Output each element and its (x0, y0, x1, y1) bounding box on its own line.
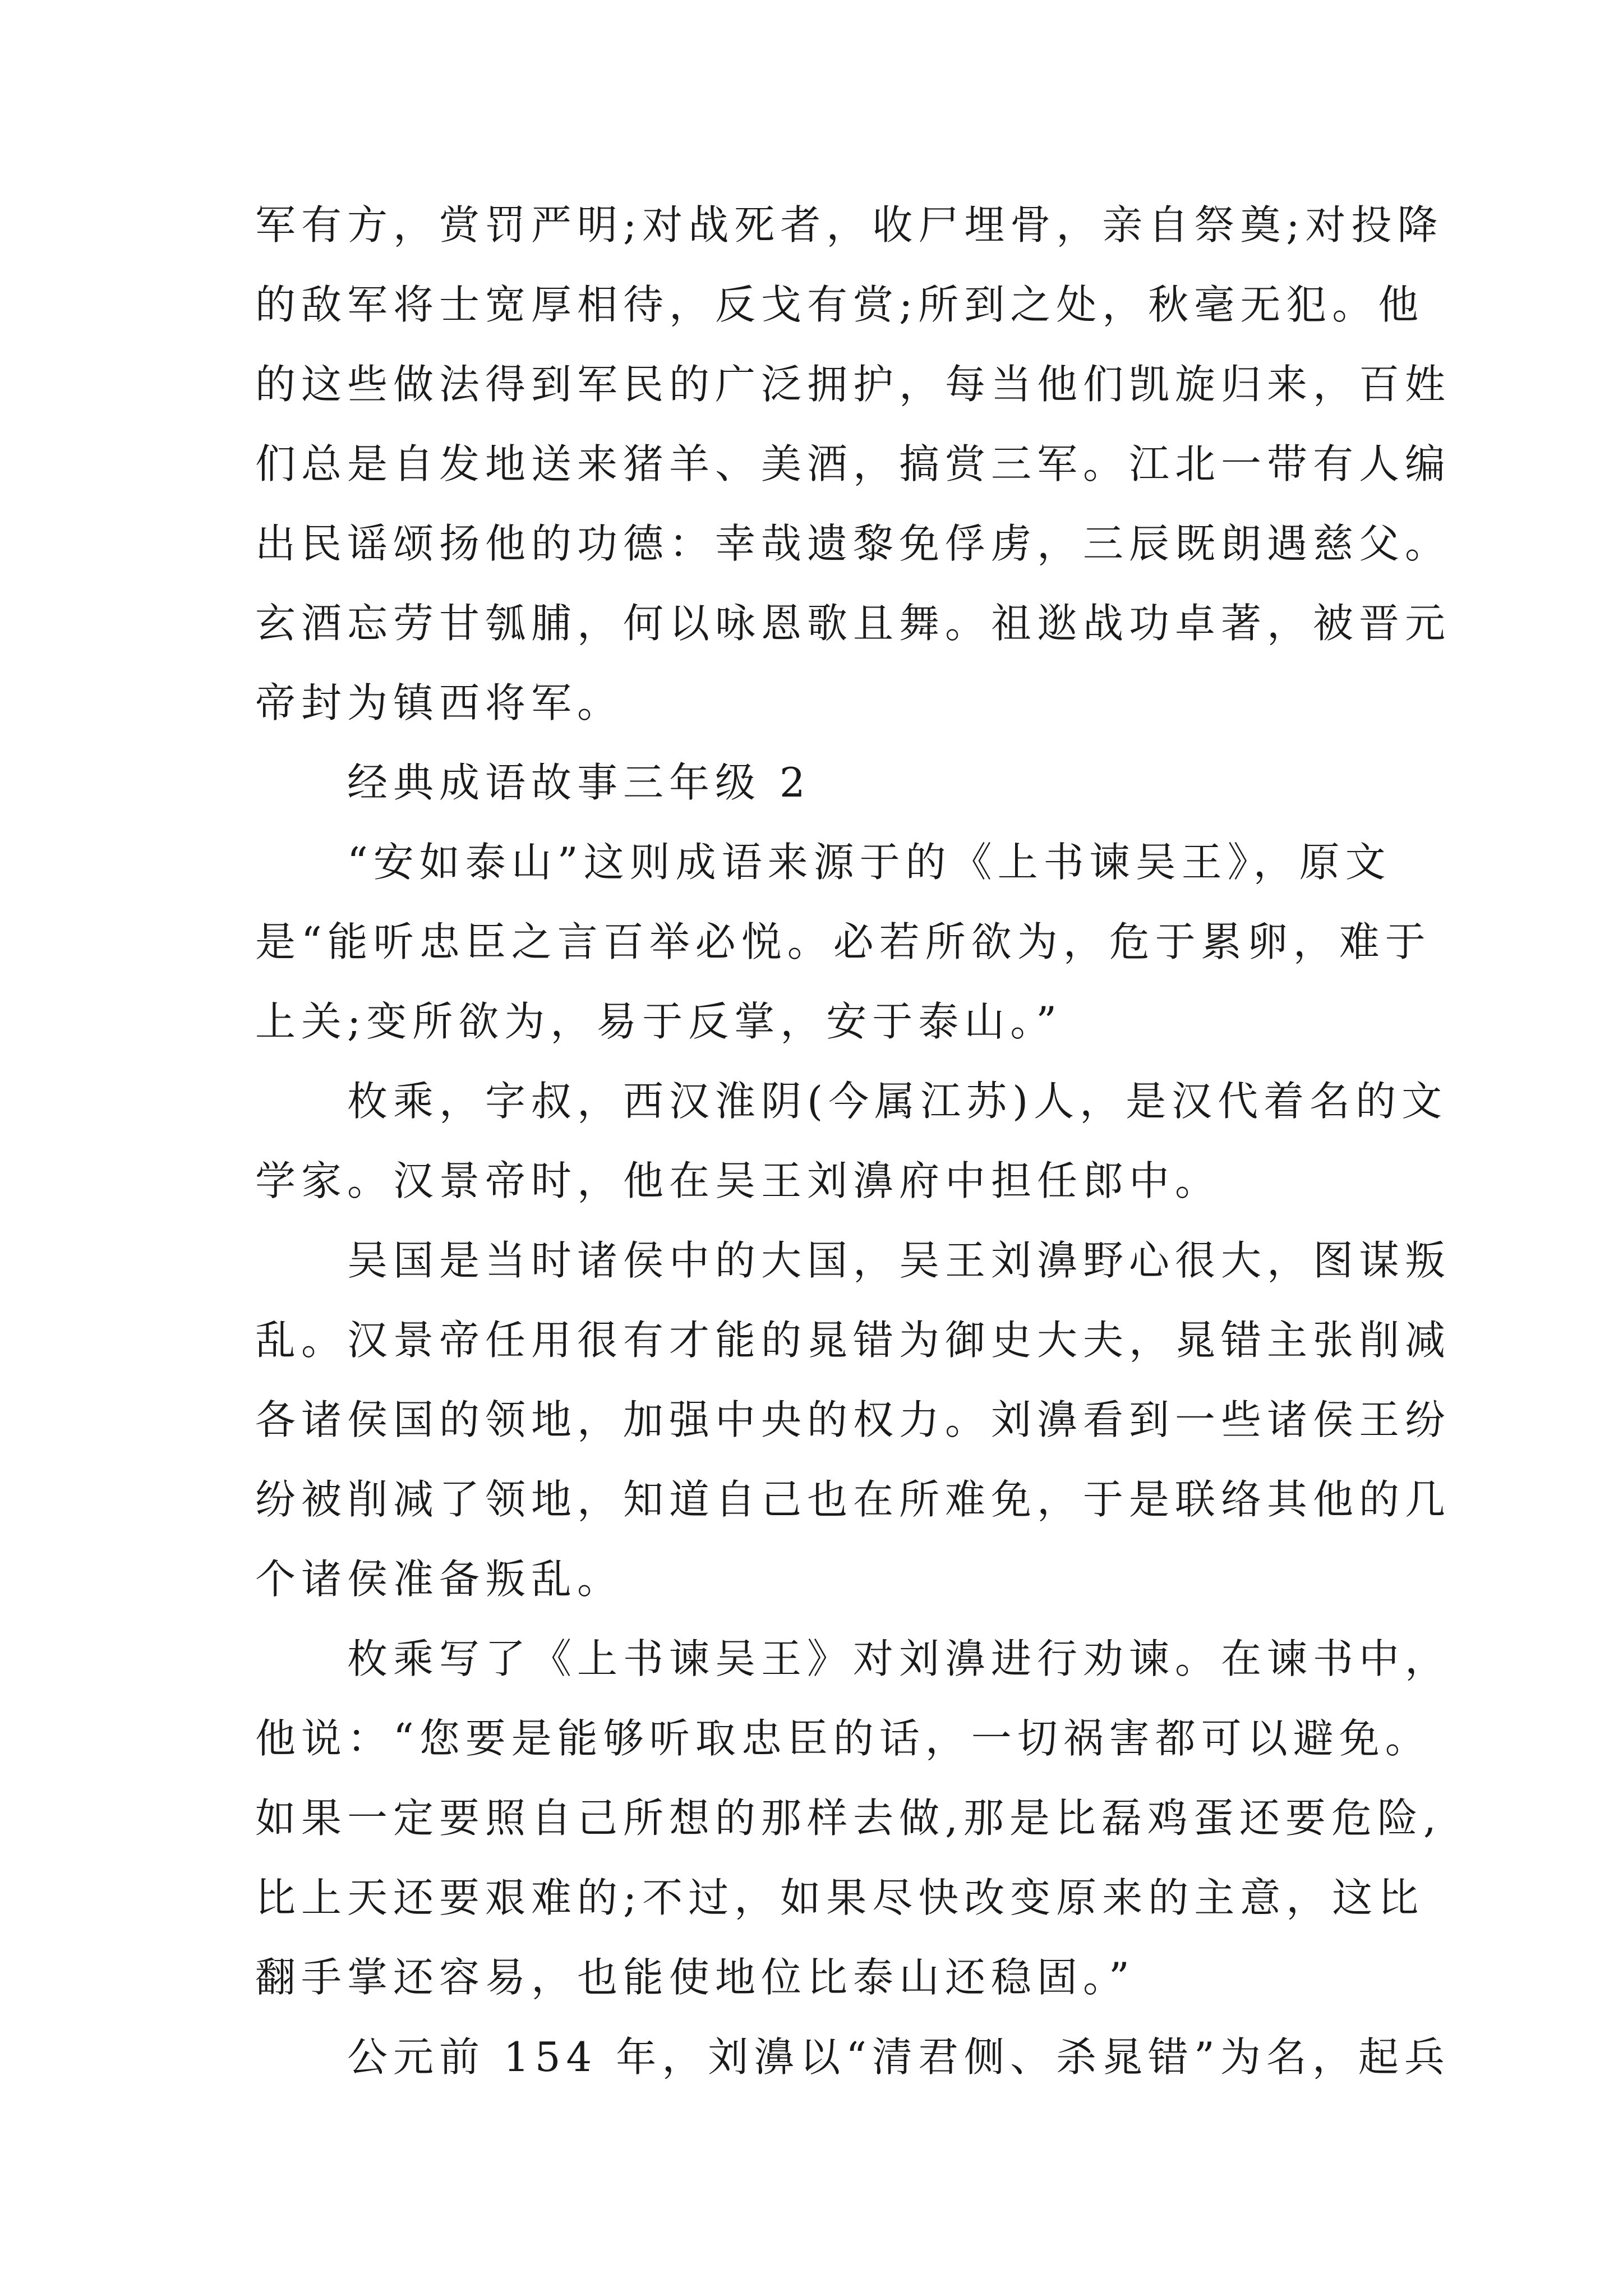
text-line: 吴国是当时诸侯中的大国，吴王刘濞野心很大，图谋叛 (255, 1237, 1451, 1284)
text-line: 的这些做法得到军民的广泛拥护，每当他们凯旋归来，百姓 (255, 361, 1451, 408)
text-line: 如果一定要照自己所想的那样去做,那是比磊鸡蛋还要危险, (255, 1795, 1442, 1842)
text-line: 是“能听忠臣之言百举必悦。必若所欲为，危于累卵，难于 (255, 918, 1431, 965)
text-line: 帝封为镇西将军。 (255, 679, 624, 726)
text-line: 他说：“您要是能够听取忠臣的话，一切祸害都可以避免。 (255, 1715, 1431, 1762)
text-line: 纷被削减了领地，知道自己也在所难免，于是联络其他的几 (255, 1476, 1451, 1523)
text-line: 玄酒忘劳甘瓠脯，何以咏恩歌且舞。祖逖战功卓著，被晋元 (255, 600, 1451, 647)
text-line: 乱。汉景帝任用很有才能的晁错为御史大夫，晁错主张削减 (255, 1317, 1451, 1364)
section-heading: 经典成语故事三年级 2 (255, 759, 811, 806)
text-line: 枚乘，字叔，西汉淮阴(今属江苏)人，是汉代着名的文 (255, 1078, 1448, 1125)
text-line: 个诸侯准备叛乱。 (255, 1556, 624, 1603)
text-line: 上关;变所欲为，易于反掌，安于泰山。” (255, 998, 1063, 1045)
text-line: 们总是自发地送来猪羊、美酒，搞赏三军。江北一带有人编 (255, 440, 1451, 487)
body-text (255, 185, 1451, 2097)
text-line: 翻手掌还容易，也能使地位比泰山还稳固。” (255, 1954, 1135, 2001)
text-line: 枚乘写了《上书谏吴王》对刘濞进行劝谏。在谏书中， (255, 1635, 1451, 1682)
text-line: 学家。汉景帝时，他在吴王刘濞府中担任郎中。 (255, 1157, 1221, 1204)
text-line: 公元前 154 年，刘濞以“清君侧、杀晁错”为名，起兵 (255, 2033, 1450, 2081)
text-line: “安如泰山”这则成语来源于的《上书谏吴王》，原文 (255, 839, 1391, 886)
text-line: 出民谣颂扬他的功德：幸哉遗黎免俘虏，三辰既朗遇慈父。 (255, 520, 1451, 567)
text-line: 的敌军将士宽厚相待，反戈有赏;所到之处，秋毫无犯。他 (255, 281, 1424, 328)
text-line: 比上天还要艰难的;不过，如果尽快改变原来的主意，这比 (255, 1874, 1424, 1921)
text-line: 各诸侯国的领地，加强中央的权力。刘濞看到一些诸侯王纷 (255, 1396, 1451, 1443)
text-line: 军有方，赏罚严明;对战死者，收尸埋骨，亲自祭奠;对投降 (255, 201, 1444, 249)
